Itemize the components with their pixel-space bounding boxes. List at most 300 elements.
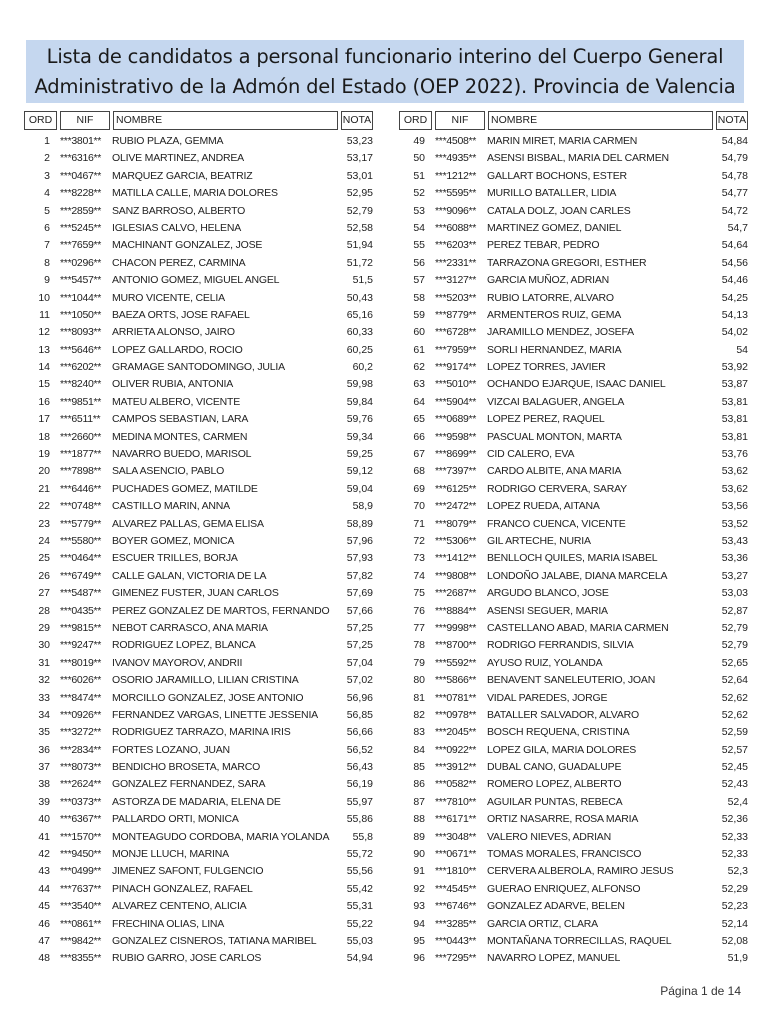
cell-ord: 18 [38,430,50,443]
cell-nif: ***5646** [60,343,102,356]
table-row [399,672,748,689]
cell-nota: 59,25 [346,448,373,461]
table-row [399,550,748,567]
cell-nif: ***8228** [60,187,102,200]
cell-ord: 53 [413,204,425,217]
cell-ord: 19 [38,448,50,461]
table-row [399,411,748,428]
cell-nif: ***5592** [435,656,477,669]
cell-nombre: NAVARRO LOPEZ, MANUEL [487,952,621,965]
table-row [24,742,373,759]
cell-nif: ***9450** [60,848,102,861]
cell-ord: 39 [38,795,50,808]
cell-nota: 52,08 [721,934,748,947]
cell-nota: 52,45 [721,761,748,774]
table-row [24,585,373,602]
cell-nif: ***8779** [435,308,477,321]
cell-nif: ***0499** [60,865,102,878]
cell-nombre: MARQUEZ GARCIA, BEATRIZ [112,169,253,182]
cell-nif: ***2660** [60,430,102,443]
table-row [24,168,373,185]
cell-ord: 14 [38,361,50,374]
table-row [24,916,373,933]
cell-nif: ***9851** [60,395,102,408]
cell-nombre: GUERAO ENRIQUEZ, ALFONSO [487,882,641,895]
cell-nombre: OCHANDO EJARQUE, ISAAC DANIEL [487,378,666,391]
cell-nota: 60,25 [346,343,373,356]
cell-nombre: GONZALEZ ADARVE, BELEN [487,900,625,913]
table-row [399,516,748,533]
cell-nombre: FERNANDEZ VARGAS, LINETTE JESSENIA [112,708,318,721]
cell-ord: 83 [413,726,425,739]
table-row [24,603,373,620]
cell-nota: 52,33 [721,848,748,861]
table-left [24,111,373,968]
cell-nif: ***0296** [60,256,102,269]
cell-nif: ***2687** [435,587,477,600]
cell-nombre: FORTES LOZANO, JUAN [112,743,230,756]
cell-ord: 79 [413,656,425,669]
cell-ord: 30 [38,639,50,652]
table-row [24,690,373,707]
cell-nombre: VIZCAI BALAGUER, ANGELA [487,395,625,408]
cell-nombre: ALVAREZ CENTENO, ALICIA [112,900,247,913]
cell-nif: ***0922** [435,743,477,756]
cell-nota: 50,43 [346,291,373,304]
cell-nif: ***6125** [435,482,477,495]
cell-nombre: ALVAREZ PALLAS, GEMA ELISA [112,517,264,530]
cell-nota: 54,7 [727,221,748,234]
cell-ord: 58 [413,291,425,304]
table-row [24,672,373,689]
cell-nombre: RUBIO PLAZA, GEMMA [112,135,224,147]
cell-nota: 54,25 [721,291,748,304]
cell-nota: 57,25 [346,621,373,634]
cell-nota: 55,31 [346,900,373,913]
cell-ord: 76 [413,604,425,617]
cell-ord: 73 [413,552,425,565]
table-row [399,342,748,359]
table-row [24,498,373,515]
cell-ord: 9 [44,274,50,287]
table-row [24,620,373,637]
table-row [24,150,373,167]
table-row [399,533,748,550]
cell-ord: 24 [38,534,50,547]
table-row [24,637,373,654]
cell-nombre: OSORIO JARAMILLO, LILIAN CRISTINA [112,674,299,687]
cell-ord: 62 [413,361,425,374]
cell-nombre: PALLARDO ORTI, MONICA [112,813,239,826]
cell-nota: 58,9 [352,500,373,513]
table-row [24,324,373,341]
cell-ord: 57 [413,274,425,287]
cell-nota: 52,4 [727,795,748,808]
cell-nota: 51,9 [727,952,748,965]
cell-nombre: CALLE GALAN, VICTORIA DE LA [112,569,267,582]
cell-nombre: RODRIGUEZ TARRAZO, MARINA IRIS [112,726,291,739]
cell-ord: 77 [413,621,425,634]
table-row [24,220,373,237]
cell-nif: ***1212** [435,169,477,182]
cell-ord: 96 [413,952,425,965]
cell-nombre: RODRIGUEZ LOPEZ, BLANCA [112,639,256,652]
table-row [399,498,748,515]
cell-nif: ***5595** [435,187,477,200]
cell-nif: ***3127** [435,274,477,287]
cell-ord: 20 [38,465,50,478]
cell-ord: 82 [413,708,425,721]
cell-ord: 28 [38,604,50,617]
cell-nif: ***7810** [435,795,477,808]
cell-nombre: RUBIO GARRO, JOSE CARLOS [112,952,262,965]
table-row [399,863,748,880]
cell-nombre: LOPEZ GILA, MARIA DOLORES [487,743,637,756]
header-nombre: NOMBRE [488,111,713,130]
cell-ord: 95 [413,934,425,947]
cell-nombre: BENAVENT SANELEUTERIO, JOAN [487,674,656,687]
table-row [399,220,748,237]
cell-nif: ***6203** [435,239,477,252]
cell-nota: 52,29 [721,882,748,895]
cell-ord: 2 [44,152,50,165]
cell-nota: 55,97 [346,795,373,808]
cell-nombre: IVANOV MAYOROV, ANDRII [112,656,243,669]
cell-ord: 17 [38,413,50,426]
cell-nota: 53,03 [721,587,748,600]
cell-nota: 53,76 [721,448,748,461]
cell-nombre: PEREZ GONZALEZ DE MARTOS, FERNANDO [112,604,330,617]
cell-nombre: MACHINANT GONZALEZ, JOSE [112,239,263,252]
cell-ord: 16 [38,395,50,408]
cell-nombre: GIL ARTECHE, NURIA [487,534,591,547]
cell-nombre: FRANCO CUENCA, VICENTE [487,517,626,530]
cell-ord: 88 [413,813,425,826]
cell-nif: ***1810** [435,865,477,878]
cell-nif: ***9598** [435,430,477,443]
cell-nombre: PINACH GONZALEZ, RAFAEL [112,882,253,895]
cell-nombre: ROMERO LOPEZ, ALBERTO [487,778,622,791]
cell-nif: ***8700** [435,639,477,652]
table-row [24,394,373,411]
cell-nota: 59,98 [346,378,373,391]
cell-nif: ***0467** [60,169,102,182]
cell-nif: ***3801** [60,135,102,147]
cell-nota: 55,03 [346,934,373,947]
table-row [24,724,373,741]
table-row [399,568,748,585]
cell-nif: ***8019** [60,656,102,669]
cell-nif: ***8699** [435,448,477,461]
cell-nota: 55,8 [352,830,373,843]
cell-nombre: ARMENTEROS RUIZ, GEMA [487,308,622,321]
table-row [399,429,748,446]
cell-nombre: CASTELLANO ABAD, MARIA CARMEN [487,621,669,634]
cell-nombre: ANTONIO GOMEZ, MIGUEL ANGEL [112,274,280,287]
cell-nota: 59,76 [346,413,373,426]
cell-nif: ***0443** [435,934,477,947]
header-nif: NIF [60,111,110,130]
cell-nota: 52,57 [721,743,748,756]
table-row [399,150,748,167]
cell-ord: 4 [44,187,50,200]
cell-nota: 55,86 [346,813,373,826]
cell-nif: ***3912** [435,761,477,774]
table-row [24,568,373,585]
cell-nombre: ASTORZA DE MADARIA, ELENA DE [112,795,281,808]
cell-nombre: AGUILAR PUNTAS, REBECA [487,795,623,808]
cell-nif: ***8093** [60,326,102,339]
table-row [24,272,373,289]
cell-ord: 51 [413,169,425,182]
cell-nif: ***5010** [435,378,477,391]
table-row [24,133,373,150]
cell-ord: 75 [413,587,425,600]
table-row [399,133,748,150]
cell-nif: ***9815** [60,621,102,634]
cell-nota: 60,33 [346,326,373,339]
cell-nif: ***4508** [435,135,477,147]
cell-nombre: MONJE LLUCH, MARINA [112,848,229,861]
title-line-1: Lista de candidatos a personal funcionario interino del Cuerpo General [46,44,724,68]
table-row [399,707,748,724]
cell-ord: 48 [38,952,50,965]
cell-nombre: OLIVER RUBIA, ANTONIA [112,378,234,391]
cell-nombre: IGLESIAS CALVO, HELENA [112,221,242,234]
cell-nota: 57,69 [346,587,373,600]
cell-ord: 80 [413,674,425,687]
table-row [24,707,373,724]
cell-nota: 51,94 [346,239,373,252]
table-row [399,290,748,307]
cell-ord: 5 [44,204,50,217]
cell-ord: 41 [38,830,50,843]
cell-nombre: AYUSO RUIZ, YOLANDA [487,656,603,669]
table-row [24,550,373,567]
cell-nif: ***0373** [60,795,102,808]
cell-ord: 26 [38,569,50,582]
table-row [399,759,748,776]
cell-nif: ***0464** [60,552,102,565]
table-row [24,846,373,863]
table-row [399,255,748,272]
cell-nota: 59,34 [346,430,373,443]
header-nota: NOTA [716,111,748,130]
cell-nota: 52,79 [721,639,748,652]
cell-nif: ***9842** [60,934,102,947]
table-row [399,742,748,759]
cell-ord: 45 [38,900,50,913]
cell-nif: ***2624** [60,778,102,791]
cell-nif: ***6202** [60,361,102,374]
table-header [399,111,748,130]
cell-nota: 52,79 [721,621,748,634]
cell-ord: 60 [413,326,425,339]
cell-nota: 52,59 [721,726,748,739]
cell-nombre: TARRAZONA GREGORI, ESTHER [487,256,647,269]
table-row [399,203,748,220]
table-row [399,846,748,863]
cell-nombre: CHACON PEREZ, CARMINA [112,256,246,269]
cell-nif: ***8474** [60,691,102,704]
cell-ord: 66 [413,430,425,443]
cell-nombre: SALA ASENCIO, PABLO [112,465,225,478]
cell-nota: 52,62 [721,708,748,721]
table-row [24,898,373,915]
cell-ord: 74 [413,569,425,582]
cell-nif: ***6367** [60,813,102,826]
cell-ord: 47 [38,934,50,947]
cell-nif: ***6171** [435,813,477,826]
table-row [24,359,373,376]
cell-nota: 52,64 [721,674,748,687]
cell-nombre: RODRIGO FERRANDIS, SILVIA [487,639,634,652]
cell-nombre: BATALLER SALVADOR, ALVARO [487,708,639,721]
cell-nota: 55,56 [346,865,373,878]
cell-nota: 53,62 [721,465,748,478]
cell-ord: 72 [413,534,425,547]
table-row [399,933,748,950]
cell-nombre: CARDO ALBITE, ANA MARIA [487,465,622,478]
table-row [24,655,373,672]
cell-nif: ***0582** [435,778,477,791]
cell-ord: 81 [413,691,425,704]
cell-nota: 53,81 [721,413,748,426]
cell-nif: ***5580** [60,534,102,547]
table-row [24,429,373,446]
cell-ord: 22 [38,500,50,513]
cell-nota: 55,72 [346,848,373,861]
cell-ord: 50 [413,152,425,165]
cell-nif: ***7898** [60,465,102,478]
table-row [399,898,748,915]
cell-nombre: GALLART BOCHONS, ESTER [487,169,627,182]
cell-nota: 54,13 [721,308,748,321]
cell-nif: ***3285** [435,917,477,930]
cell-nif: ***2472** [435,500,477,513]
table-row [399,637,748,654]
cell-ord: 35 [38,726,50,739]
cell-nif: ***1044** [60,291,102,304]
cell-nombre: MARTINEZ GOMEZ, DANIEL [487,221,622,234]
cell-nota: 53,23 [346,135,373,147]
cell-nombre: NAVARRO BUEDO, MARISOL [112,448,252,461]
cell-nota: 53,81 [721,395,748,408]
cell-ord: 87 [413,795,425,808]
cell-nota: 53,92 [721,361,748,374]
cell-nota: 56,43 [346,761,373,774]
cell-ord: 85 [413,761,425,774]
cell-nif: ***4935** [435,152,477,165]
table-row [399,446,748,463]
cell-nif: ***8079** [435,517,477,530]
table-row [24,376,373,393]
cell-nombre: ASENSI SEGUER, MARIA [487,604,608,617]
cell-nombre: GRAMAGE SANTODOMINGO, JULIA [112,361,285,374]
cell-ord: 46 [38,917,50,930]
table-row [399,603,748,620]
cell-nota: 53,87 [721,378,748,391]
cell-nif: ***5457** [60,274,102,287]
cell-nota: 52,14 [721,917,748,930]
cell-nif: ***6746** [435,900,477,913]
table-row [24,290,373,307]
cell-nif: ***0978** [435,708,477,721]
table-row [399,794,748,811]
cell-ord: 37 [38,761,50,774]
cell-nif: ***3540** [60,900,102,913]
cell-ord: 15 [38,378,50,391]
cell-nota: 54,84 [721,135,748,147]
table-row [24,794,373,811]
cell-nombre: JARAMILLO MENDEZ, JOSEFA [487,326,634,339]
cell-ord: 31 [38,656,50,669]
cell-nif: ***3272** [60,726,102,739]
cell-nombre: SANZ BARROSO, ALBERTO [112,204,246,217]
cell-nota: 54,46 [721,274,748,287]
cell-ord: 78 [413,639,425,652]
cell-nombre: BAEZA ORTS, JOSE RAFAEL [112,308,250,321]
cell-ord: 54 [413,221,425,234]
cell-ord: 93 [413,900,425,913]
table-body [24,133,373,968]
cell-ord: 59 [413,308,425,321]
cell-nombre: GARCIA MUÑOZ, ADRIAN [487,274,610,287]
cell-nif: ***9174** [435,361,477,374]
cell-nota: 54,72 [721,204,748,217]
cell-nota: 59,12 [346,465,373,478]
table-row [24,811,373,828]
cell-ord: 40 [38,813,50,826]
table-row [24,446,373,463]
cell-ord: 13 [38,343,50,356]
table-body [399,133,748,968]
cell-nombre: GONZALEZ CISNEROS, TATIANA MARIBEL [112,934,317,947]
cell-nombre: RUBIO LATORRE, ALVARO [487,291,614,304]
table-row [24,533,373,550]
cell-nombre: LONDOÑO JALABE, DIANA MARCELA [487,569,668,582]
table-row [399,655,748,672]
cell-nota: 52,3 [727,865,748,878]
cell-ord: 29 [38,621,50,634]
cell-ord: 71 [413,517,425,530]
table-row [24,759,373,776]
cell-nif: ***0689** [435,413,477,426]
cell-nombre: CERVERA ALBEROLA, RAMIRO JESUS [487,865,674,878]
cell-nombre: MONTEAGUDO CORDOBA, MARIA YOLANDA [112,830,330,843]
cell-ord: 38 [38,778,50,791]
table-row [24,307,373,324]
table-row [24,185,373,202]
cell-nombre: LOPEZ PEREZ, RAQUEL [487,413,605,426]
cell-nombre: VALERO NIEVES, ADRIAN [487,830,611,843]
cell-nif: ***6728** [435,326,477,339]
cell-nif: ***9808** [435,569,477,582]
table-row [399,376,748,393]
cell-nota: 57,66 [346,604,373,617]
cell-nota: 56,52 [346,743,373,756]
cell-nif: ***5487** [60,587,102,600]
cell-nif: ***5245** [60,221,102,234]
cell-ord: 56 [413,256,425,269]
cell-ord: 55 [413,239,425,252]
title-line-2: Administrativo de la Admón del Estado (OEP 2022). Provincia de Valencia [34,74,736,98]
cell-nombre: LOPEZ TORRES, JAVIER [487,361,606,374]
cell-nota: 55,42 [346,882,373,895]
cell-nombre: PASCUAL MONTON, MARTA [487,430,622,443]
cell-nota: 53,81 [721,430,748,443]
cell-nota: 56,66 [346,726,373,739]
